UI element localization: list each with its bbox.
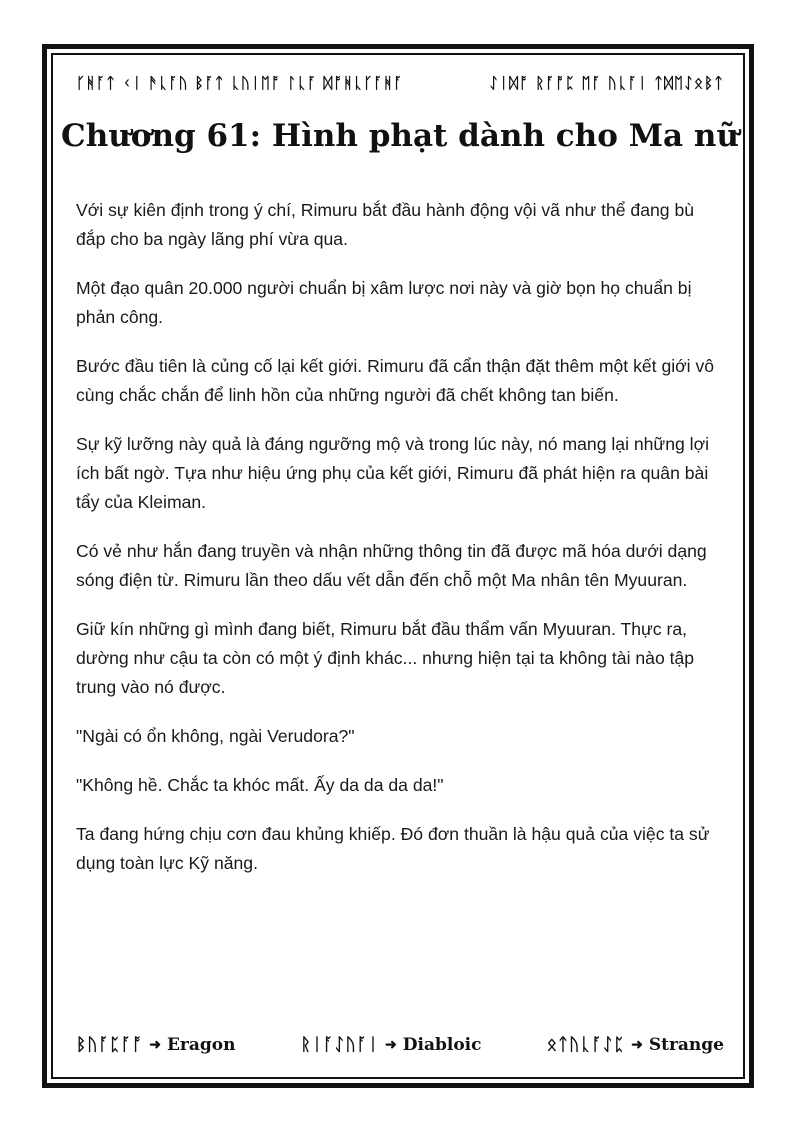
credit-eragon xyxy=(76,1035,235,1055)
paragraph: Sự kỹ lưỡng này quả là đáng ngưỡng mộ và trong lúc này, nó mang lại những lợi ích bất ngờ. Tựa như hiệu ứng phụ của kết giới, Rimuru đã phát hiện ra quân bài tẩy của Kleiman. xyxy=(76,434,710,512)
paragraph: Một đạo quân 20.000 người chuẩn bị xâm lược nơi này và giờ bọn họ chuẩn bị phản công. xyxy=(76,278,692,327)
credit-strange xyxy=(547,1035,724,1055)
rune-header-left: ᚴᚻᚪᛏ ᚲᛁ ᚫᚳᚪᚢ ᛒᚪᛏ ᚳᚢᛁᛖᚩ ᛚᚳᚪ ᛞᚩᚻᚳᚴᚪᚻᚪ xyxy=(76,74,404,92)
credit-label: Eragon xyxy=(166,1035,236,1055)
arrow-right-icon: ➜ xyxy=(631,1037,643,1053)
chapter-title: Chương 61: Hình phạt dành cho Ma nữ xyxy=(61,118,739,154)
paragraph: Với sự kiên định trong ý chí, Rimuru bắt đầu hành động vội vã như thể đang bù đắp cho ba ngày lãng phí vừa qua. xyxy=(76,200,695,249)
credit-rune: ᚱᛁᚪᛇᚢᚪᛁ xyxy=(300,1035,380,1055)
credit-rune: ᛟᛏᚢᚳᚪᛇᛈ xyxy=(546,1035,626,1055)
chapter-body xyxy=(76,196,728,898)
paragraph: Có vẻ như hắn đang truyền và nhận những thông tin đã được mã hóa dưới dạng sóng điện từ. Rimuru lần theo dấu vết dẫn đến chỗ một Ma nhân tên Myuuran. xyxy=(76,541,707,590)
paragraph: "Ngài có ổn không, ngài Verudora?" xyxy=(76,726,355,746)
credit-label: Strange xyxy=(648,1035,724,1055)
credit-label: Diabloic xyxy=(402,1035,482,1055)
rune-header-right: ᛇᛁᛞᚩ ᚱᚪᚩᛈ ᛖᚪ ᚢᚳᚪᛁ ᛏᛞᛖᛇᛟᛒᛏ xyxy=(489,74,724,92)
credit-rune: ᛒᚢᚪᛈᚪᚩ xyxy=(76,1035,144,1055)
rune-header xyxy=(76,74,724,92)
paragraph: Giữ kín những gì mình đang biết, Rimuru bắt đầu thẩm vấn Myuuran. Thực ra, dường như cậu ta còn có một ý định khác... nhưng hiện tại ta không tài nào tập trung vào nó được. xyxy=(76,619,695,697)
arrow-right-icon: ➜ xyxy=(149,1037,161,1053)
credits-footer xyxy=(76,1035,724,1055)
credit-diabloic xyxy=(301,1035,482,1055)
paragraph: "Không hề. Chắc ta khóc mất. Ấy da da da da!" xyxy=(76,775,444,795)
paragraph: Bước đầu tiên là củng cố lại kết giới. Rimuru đã cẩn thận đặt thêm một kết giới vô cùng chắc chắn để linh hồn của những người đã chết không tan biến. xyxy=(76,356,715,405)
arrow-right-icon: ➜ xyxy=(385,1037,397,1053)
paragraph: Ta đang hứng chịu cơn đau khủng khiếp. Đó đơn thuần là hậu quả của việc ta sử dụng toàn lực Kỹ năng. xyxy=(76,824,710,873)
